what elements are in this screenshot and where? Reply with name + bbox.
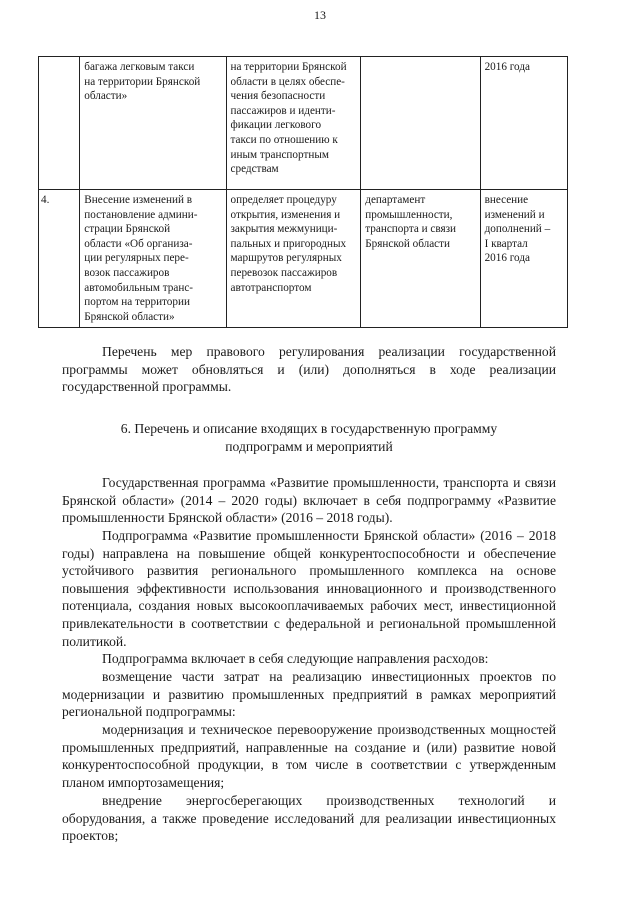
paragraph-legal-measures: Перечень мер правового регулирования реализации государственной программы может обновляться и (или) дополняться в ходе реализации государственной программы.: [62, 344, 556, 395]
paragraph-modernization: модернизация и техническое перевооружение производственных мощностей промышленных предприятий, направленные на создание и (или) развитие новой конкурентоспособной продукции, в том числе в соответствии с утвержденным планом импортозамещения;: [62, 722, 556, 790]
section-heading-line: 6. Перечень и описание входящих в государственную программу: [120, 421, 498, 436]
table-cell-term: внесение изменений и дополнений – I квартал 2016 года: [480, 190, 567, 328]
measures-table: [38, 56, 568, 328]
table-row: [39, 57, 568, 190]
table-row: [39, 190, 568, 328]
page-number: 13: [314, 8, 326, 22]
paragraph-subprogram-goal: Подпрограмма «Развитие промышленности Брянской области» (2016 – 2018 годы) направлена на повышение общей конкурентоспособности и обеспечение устойчивого развития регионального промышленного комплекса на основе повышения эффективности использования инновационного и производственного потенциала, создания новых высокооплачиваемых рабочих мест, инвестиционной привлекательности в соответствии с федеральной и региональной промышленной политикой.: [62, 528, 556, 649]
section-heading-line: подпрограмм и мероприятий: [225, 438, 393, 454]
paragraph-program-overview: Государственная программа «Развитие промышленности, транспорта и связи Брянской области» (2014 – 2020 годы) включает в себя подпрограмму «Развитие промышленности Брянской области» (2016 – 2018 годы).: [62, 475, 556, 526]
table-cell-executor: департамент промышленности, транспорта и связи Брянской области: [361, 190, 480, 328]
table-cell-description: определяет процедуру открытия, изменения и закрытия межмуници- пальных и пригородных маршрутов регулярных перевозок пассажиров автотранспортом: [226, 190, 361, 328]
section-heading: [62, 420, 556, 455]
table-cell-measure-name: багажа легковым такси на территории Брянской области»: [80, 57, 226, 190]
paragraph-energy-saving: внедрение энергосберегающих производственных технологий и оборудования, а также проведение исследований для реализации инвестиционных проектов;: [62, 793, 556, 844]
table-cell-description: на территории Брянской области в целях обеспе- чения безопасности пассажиров и иденти- фикации легкового такси по отношению к иным транспортным средствам: [226, 57, 361, 190]
table-cell-term: 2016 года: [480, 57, 567, 190]
paragraph-cost-reimbursement: возмещение части затрат на реализацию инвестиционных проектов по модернизации и развитию промышленных предприятий в рамках мероприятий региональной подпрограммы:: [62, 669, 556, 720]
paragraph-expense-directions: Подпрограмма включает в себя следующие направления расходов:: [102, 651, 489, 666]
table-cell-measure-name: Внесение изменений в постановление админи- страции Брянской области «Об организа- ции регулярных пере- возок пассажиров автомобильным транс- портом на территории Брянской области»: [80, 190, 226, 328]
table-cell-number: [39, 57, 80, 190]
table-cell-number: 4.: [39, 190, 80, 328]
table-cell-executor: [361, 57, 480, 190]
